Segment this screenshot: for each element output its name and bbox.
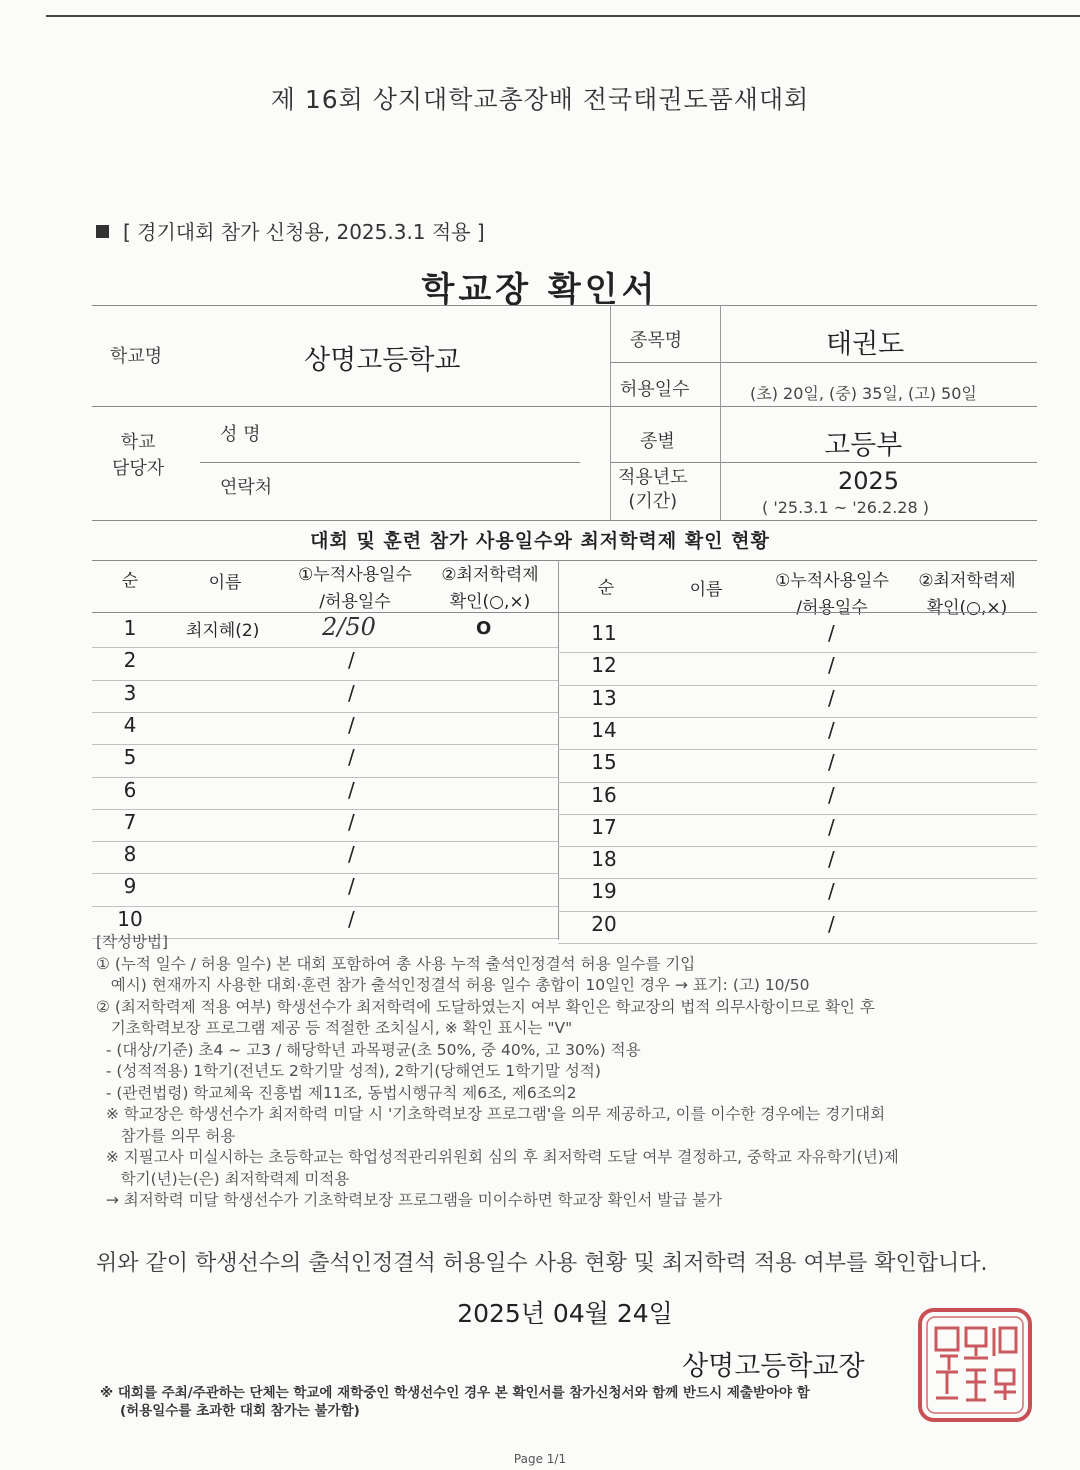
info-top-rule bbox=[92, 305, 1037, 306]
instruction-line: 기초학력보장 프로그램 제공 등 적절한 조치실시, ※ 확인 표시는 "V" bbox=[96, 1019, 573, 1037]
instruction-line: - (대상/기준) 초4 ~ 고3 / 해당학년 과목평균(초 50%, 중 40%, 고 30%) 적용 bbox=[96, 1040, 641, 1059]
row-rule bbox=[558, 749, 1037, 750]
document-title: 학교장 확인서 bbox=[421, 270, 659, 310]
instruction-line: ① (누적 일수 / 허용 일수) 본 대회 포함하여 총 사용 누적 출석인정결석 허용 일수를 기입 bbox=[96, 954, 696, 973]
row-number: 11 bbox=[591, 621, 617, 645]
row-rule bbox=[558, 782, 1037, 783]
row-number: 4 bbox=[123, 712, 137, 737]
row-number: 2 bbox=[123, 648, 137, 673]
days-used: / bbox=[828, 685, 835, 710]
footnote-line: (허용일수를 초과한 대회 참가는 불가함) bbox=[120, 1403, 360, 1419]
instructions bbox=[96, 932, 1046, 1212]
row-rule bbox=[92, 744, 558, 745]
days-used: / bbox=[828, 750, 835, 775]
event-name-label: 종목명 bbox=[630, 330, 683, 351]
row-rule bbox=[558, 652, 1037, 653]
instruction-line: 예시) 현재까지 사용한 대회·훈련 참가 출석인정결석 허용 일수 총합이 10일인 경우 → 표기: (고) 10/50 bbox=[96, 976, 810, 994]
days-used: / bbox=[348, 842, 355, 867]
instruction-line: ② (최저학력제 적용 여부) 학생선수가 최저학력에 도달하였는지 여부 확인은 학교장의 법적 의무사항이므로 확인 후 bbox=[96, 997, 875, 1016]
row-number: 6 bbox=[123, 777, 137, 802]
contact-name-label: 성 명 bbox=[220, 424, 261, 445]
footnote bbox=[100, 1384, 810, 1420]
page-number: Page 1/1 bbox=[513, 1452, 567, 1466]
row-number: 13 bbox=[591, 685, 617, 710]
row-rule bbox=[558, 685, 1037, 686]
instruction-line: - (관련법령) 학교체육 진흥법 제11조, 동법시행규칙 제6조, 제6조의2 bbox=[96, 1083, 577, 1102]
days-used: / bbox=[828, 911, 835, 936]
allowed-days-label: 허용일수 bbox=[620, 379, 690, 400]
days-used: / bbox=[828, 879, 835, 904]
row-rule bbox=[558, 814, 1037, 815]
year-label: 적용년도 (기간) bbox=[618, 467, 688, 512]
square-bullet-icon bbox=[96, 225, 109, 238]
days-used: / bbox=[348, 648, 355, 673]
contact-person-label: 학교 담당자 bbox=[112, 432, 165, 479]
row-rule bbox=[92, 712, 558, 713]
row-number: 1 bbox=[123, 616, 137, 640]
school-name: 상명고등학교 bbox=[304, 345, 461, 376]
row-number: 17 bbox=[591, 814, 617, 839]
row-number: 7 bbox=[123, 809, 137, 834]
row-number: 15 bbox=[591, 750, 617, 775]
days-used: / bbox=[348, 680, 355, 705]
footnote-line: ※ 대회를 주최/주관하는 단체는 학교에 재학중인 학생선수인 경우 본 확인서를 참가신청서와 함께 반드시 제출받아야 함 bbox=[100, 1385, 810, 1401]
event-title: 제 16회 상지대학교총장배 전국태권도품새대회 bbox=[270, 85, 810, 114]
header-days-left: ①누적사용일수 /허용일수 bbox=[298, 565, 412, 612]
days-used: / bbox=[828, 847, 835, 872]
row-number: 14 bbox=[591, 717, 617, 742]
principal-name: 상명고등학교장 bbox=[682, 1351, 865, 1382]
days-used: / bbox=[348, 809, 355, 834]
days-used: / bbox=[348, 745, 355, 770]
allowed-days: (초) 20일, (중) 35일, (고) 50일 bbox=[750, 384, 977, 403]
school-name-label: 학교명 bbox=[110, 346, 163, 367]
header-check-left: ②최저학력제 확인(○,×) bbox=[441, 565, 539, 612]
days-used: / bbox=[348, 712, 355, 737]
row-number: 9 bbox=[123, 874, 137, 899]
instruction-line: ※ 지필고사 미실시하는 초등학교는 학업성적관리위원회 심의 후 최저학력 도달 여부 결정하고, 중학교 자유학기(년)제 bbox=[96, 1148, 899, 1166]
top-rule bbox=[46, 15, 1080, 17]
min-academic-check: O bbox=[476, 618, 492, 639]
row-rule bbox=[92, 873, 558, 874]
table-header-rule bbox=[92, 612, 1037, 613]
instructions-heading: [작성방법] bbox=[96, 933, 168, 951]
header-name-left: 이름 bbox=[208, 573, 242, 593]
days-used: 2/50 bbox=[322, 613, 376, 641]
header-check-right: ②최저학력제 확인(○,×) bbox=[918, 571, 1016, 618]
row-number: 20 bbox=[591, 911, 617, 936]
instruction-line: → 최저학력 미달 학생선수가 기초학력보장 프로그램을 미이수하면 학교장 확인서 발급 불가 bbox=[96, 1191, 723, 1209]
days-used: / bbox=[348, 874, 355, 899]
info-divider bbox=[610, 305, 611, 520]
row-number: 8 bbox=[123, 842, 137, 867]
row-number: 19 bbox=[591, 879, 617, 904]
days-used: / bbox=[348, 777, 355, 802]
row-rule bbox=[558, 911, 1037, 912]
row-number: 18 bbox=[591, 847, 617, 872]
issue-date: 2025년 04월 24일 bbox=[457, 1299, 673, 1328]
row-number: 5 bbox=[123, 745, 137, 770]
instruction-line: ※ 학교장은 학생선수가 최저학력 미달 시 '기초학력보장 프로그램'을 의무 제공하고, 이를 이수한 경우에는 경기대회 bbox=[96, 1105, 886, 1123]
school-seal bbox=[916, 1306, 1034, 1424]
header-no-left: 순 bbox=[121, 571, 139, 591]
subheader-text: [ 경기대회 참가 신청용, 2025.3.1 적용 ] bbox=[123, 220, 485, 244]
info-bottom-rule bbox=[92, 520, 1037, 521]
row-rule bbox=[92, 809, 558, 810]
confirmation-statement: 위와 같이 학생선수의 출석인정결석 허용일수 사용 현황 및 최저학력 적용 여부를 확인합니다. bbox=[96, 1251, 988, 1276]
info-rule bbox=[200, 462, 580, 463]
row-rule bbox=[92, 777, 558, 778]
info-divider bbox=[720, 305, 721, 520]
header-no-right: 순 bbox=[597, 578, 615, 598]
days-used: / bbox=[348, 906, 355, 931]
days-used: / bbox=[828, 717, 835, 742]
row-number: 12 bbox=[591, 653, 617, 678]
contact-phone-label: 연락처 bbox=[220, 477, 273, 498]
subheader bbox=[96, 216, 485, 245]
days-used: / bbox=[828, 653, 835, 678]
row-rule bbox=[92, 906, 558, 907]
year: 2025 bbox=[838, 467, 900, 495]
days-used: / bbox=[828, 621, 835, 645]
info-rule bbox=[92, 406, 1037, 407]
row-number: 3 bbox=[123, 680, 137, 705]
row-rule bbox=[558, 878, 1037, 879]
info-rule bbox=[610, 462, 1037, 463]
header-name-right: 이름 bbox=[689, 580, 723, 600]
row-number: 10 bbox=[117, 906, 143, 931]
event-name: 태권도 bbox=[826, 329, 905, 360]
row-rule bbox=[558, 846, 1037, 847]
row-rule bbox=[92, 680, 558, 681]
seal-stamp-icon bbox=[916, 1306, 1034, 1424]
header-days-right: ①누적사용일수 /허용일수 bbox=[775, 571, 889, 618]
row-number: 16 bbox=[591, 782, 617, 807]
days-used: / bbox=[828, 814, 835, 839]
table-top-rule bbox=[92, 560, 1037, 561]
athlete-name: 최지혜(2) bbox=[186, 621, 260, 641]
row-rule bbox=[92, 647, 558, 648]
row-rule bbox=[558, 717, 1037, 718]
instruction-line: 학기(년)는(은) 최저학력제 미적용 bbox=[96, 1169, 350, 1188]
days-used: / bbox=[828, 782, 835, 807]
period: ( '25.3.1 ~ '26.2.28 ) bbox=[762, 498, 929, 517]
division: 고등부 bbox=[824, 430, 903, 461]
row-rule bbox=[92, 841, 558, 842]
division-label: 종별 bbox=[640, 431, 675, 452]
table-title: 대회 및 훈련 참가 사용일수와 최저학력제 확인 현황 bbox=[310, 530, 770, 552]
instruction-line: - (성적적용) 1학기(전년도 2학기말 성적), 2학기(당해연도 1학기말 성적) bbox=[96, 1062, 601, 1080]
info-rule bbox=[610, 362, 1037, 363]
instruction-line: 참가를 의무 허용 bbox=[96, 1126, 236, 1145]
